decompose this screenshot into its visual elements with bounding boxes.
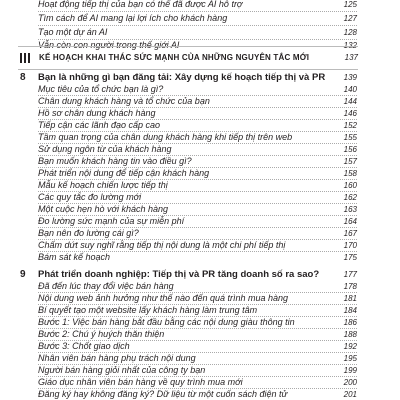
toc-entry-page: 152 bbox=[343, 121, 357, 130]
toc-entry-title: Chấm dứt suy nghĩ rằng tiếp thị nội dung là một chi phí tiếp thị bbox=[38, 240, 286, 250]
toc-entry[interactable] bbox=[0, 281, 400, 292]
chapter-heading[interactable] bbox=[0, 268, 400, 281]
toc-entry[interactable] bbox=[0, 389, 400, 400]
chapter-page: 177 bbox=[343, 270, 357, 279]
part-numeral-icon bbox=[20, 53, 30, 63]
toc-entry[interactable] bbox=[0, 293, 400, 304]
toc-entry[interactable] bbox=[0, 84, 400, 95]
toc-entry-page: 201 bbox=[343, 390, 357, 399]
chapter-number: 8 bbox=[20, 72, 26, 83]
toc-entry[interactable] bbox=[0, 228, 400, 239]
toc-entry[interactable] bbox=[0, 192, 400, 203]
chapter-heading[interactable] bbox=[0, 71, 400, 84]
chapter-page: 139 bbox=[343, 73, 357, 82]
toc-entry[interactable] bbox=[0, 168, 400, 179]
toc-entry-title: Nội dung web ảnh hưởng như thế nào đến quá trình mua hàng bbox=[38, 293, 289, 303]
toc-entry-page: 199 bbox=[343, 366, 357, 375]
toc-entry[interactable] bbox=[0, 156, 400, 167]
part-page: 137 bbox=[344, 53, 358, 62]
toc-entry[interactable] bbox=[0, 365, 400, 376]
toc-entry-title: Phát triển nội dung để tiếp cận khách hàng bbox=[38, 168, 210, 178]
toc-entry-title: Bước 2: Chú ý huých thăn thiện bbox=[38, 329, 165, 339]
toc-entry[interactable] bbox=[0, 377, 400, 388]
toc-entry[interactable] bbox=[0, 341, 400, 352]
toc-entry[interactable] bbox=[0, 329, 400, 340]
toc-entry-title: Giáo dục nhân viên bán hàng về quy trình mua mới bbox=[38, 377, 243, 387]
toc-entry[interactable] bbox=[0, 144, 400, 155]
toc-entry[interactable] bbox=[0, 120, 400, 131]
toc-entry-title: Tìm cách để AI mang lại lợi ích cho khách hàng bbox=[38, 13, 228, 23]
toc-entry-title: Nhân viên bán hàng phụ trách nội dung bbox=[38, 353, 196, 363]
toc-entry-page: 186 bbox=[343, 318, 357, 327]
toc-entry-title: Đăng ký hay không đăng ký? Dữ liệu từ một cuốn sách điện tử bbox=[38, 389, 288, 399]
toc-entry-title: Mẫu kế hoạch chiến lược tiếp thị bbox=[38, 180, 168, 190]
toc-entry-title: Bước 3: Chốt giao dịch bbox=[38, 341, 130, 351]
toc-entry-title: Mục tiêu của tổ chức bạn là gì? bbox=[38, 84, 164, 94]
toc-entry-page: 144 bbox=[343, 97, 357, 106]
toc-entry[interactable] bbox=[0, 180, 400, 191]
toc-entry-page: 170 bbox=[343, 241, 357, 250]
toc-entry-page: 195 bbox=[343, 354, 357, 363]
toc-entry-page: 181 bbox=[343, 294, 357, 303]
toc-entry[interactable] bbox=[0, 252, 400, 263]
toc-entry-page: 175 bbox=[343, 253, 357, 262]
toc-entry-page: 146 bbox=[343, 109, 357, 118]
toc-entry-title: Đo lường sức mạnh của sự miễn phí bbox=[38, 216, 185, 226]
toc-entry-title: Vẫn còn con người trong thế giới AI bbox=[38, 40, 180, 50]
toc-entry-title: Tiếp cận các lãnh đạo cấp cao bbox=[38, 120, 161, 130]
toc-entry[interactable] bbox=[0, 317, 400, 328]
toc-entry-page: 200 bbox=[343, 378, 357, 387]
toc-entry-title: Hồ sơ chân dung khách hàng bbox=[38, 108, 156, 118]
toc-entry-title: Một cuộc hẹn hò với khách hàng bbox=[38, 204, 169, 214]
toc-entry-title: Tầm quan trọng của chân dung khách hàng khi tiếp thị trên web bbox=[38, 132, 293, 142]
part-title: KẾ HOẠCH KHAI THÁC SỨC MẠNH CỦA NHỮNG NGUYÊN TẮC MỚI bbox=[39, 53, 310, 62]
toc-entry-page: 178 bbox=[343, 282, 357, 291]
toc-entry[interactable] bbox=[0, 216, 400, 227]
part-heading[interactable] bbox=[18, 46, 358, 70]
toc-entry-title: Các quy tắc đo lường mới bbox=[38, 192, 142, 202]
toc-entry-page: 184 bbox=[343, 306, 357, 315]
toc-entry-title: Chân dung khách hàng và tổ chức của bạn bbox=[38, 96, 210, 106]
toc-entry-title: Bí quyết tạo một website lấy khách hàng làm trung tâm bbox=[38, 305, 258, 315]
toc-entry-title: Sử dụng ngôn từ của khách hàng bbox=[38, 144, 172, 154]
toc-entry-page: 158 bbox=[343, 169, 357, 178]
toc-entry-title: Hoạt động tiếp thị của bạn có thể đã được AI hỗ trợ bbox=[38, 0, 243, 9]
toc-entry-page: 188 bbox=[343, 330, 357, 339]
chapter-title: Bạn là những gì bạn đăng tải: Xây dựng kế hoạch tiếp thị và PR bbox=[38, 72, 326, 83]
toc-entry[interactable] bbox=[0, 96, 400, 107]
chapter-title: Phát triển doanh nghiệp: Tiếp thị và PR tăng doanh số ra sao? bbox=[38, 269, 320, 280]
toc-entry-page: 156 bbox=[343, 145, 357, 154]
toc-entry-page: 162 bbox=[343, 193, 357, 202]
toc-entry-title: Bạn muốn khách hàng tin vào điều gì? bbox=[38, 156, 192, 166]
toc-entry-page: 125 bbox=[343, 0, 357, 9]
toc-entry-page: 128 bbox=[343, 28, 357, 37]
toc-entry-title: Tạo một dự án AI bbox=[38, 27, 108, 37]
toc-entry[interactable] bbox=[0, 305, 400, 316]
toc-entry-page: 192 bbox=[343, 342, 357, 351]
toc-entry-title: Bám sát kế hoạch bbox=[38, 252, 111, 262]
toc-entry-page: 155 bbox=[343, 133, 357, 142]
toc-entry-page: 167 bbox=[343, 229, 357, 238]
toc-entry-page: 140 bbox=[343, 85, 357, 94]
toc-entry-page: 160 bbox=[343, 181, 357, 190]
toc-entry-page: 127 bbox=[343, 14, 357, 23]
toc-entry[interactable] bbox=[0, 132, 400, 143]
toc-entry[interactable] bbox=[0, 13, 400, 24]
toc-entry-title: Đã đến lúc thay đổi việc bán hàng bbox=[38, 281, 174, 291]
toc-entry-page: 157 bbox=[343, 157, 357, 166]
toc-entry[interactable] bbox=[0, 240, 400, 251]
toc-entry[interactable] bbox=[0, 353, 400, 364]
toc-entry[interactable] bbox=[0, 27, 400, 38]
toc-entry-page: 132 bbox=[343, 41, 357, 50]
chapter-number: 9 bbox=[20, 269, 26, 280]
toc-entry[interactable] bbox=[0, 0, 400, 10]
toc-entry-page: 164 bbox=[343, 217, 357, 226]
toc-entry-title: Bước 1: Việc bán hàng bắt đầu bằng các nội dung giàu thông tin bbox=[38, 317, 295, 327]
toc-entry[interactable] bbox=[0, 108, 400, 119]
toc-entry[interactable] bbox=[0, 204, 400, 215]
toc-entry-title: Người bán hàng giỏi nhất của công ty bạn bbox=[38, 365, 206, 375]
toc-entry-title: Bạn nên đo lường cái gì? bbox=[38, 228, 139, 238]
toc-entry-page: 163 bbox=[343, 205, 357, 214]
